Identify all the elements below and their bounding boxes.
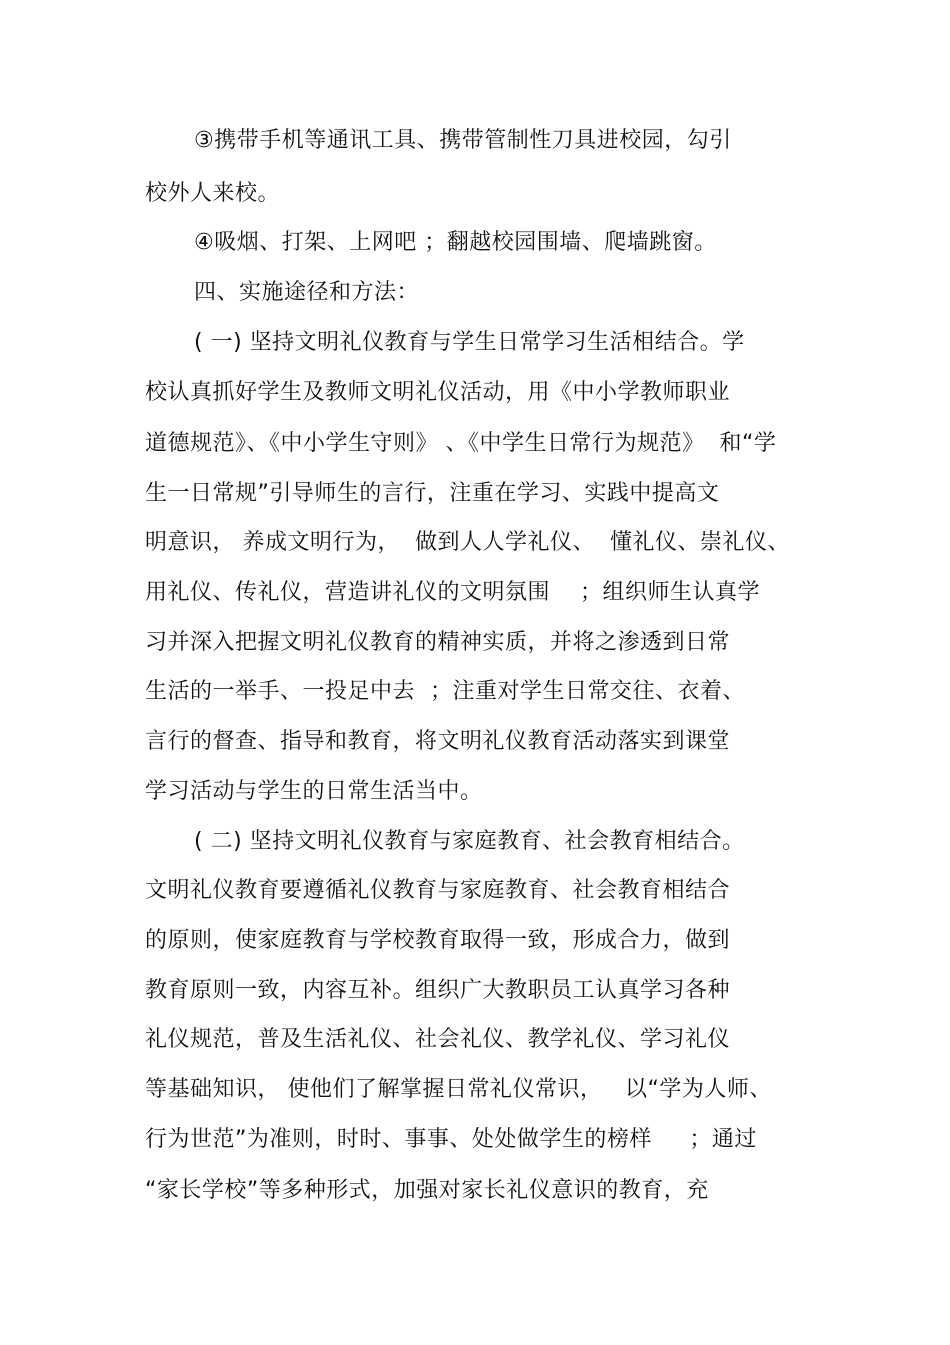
section-heading: 四、实施途径和方法： <box>194 280 420 305</box>
paragraph-line: ( 二) 坚持文明礼仪教育与家庭教育、社会教育相结合。 <box>194 829 745 854</box>
paragraph-line: 习并深入把握文明礼仪教育的精神实质，并将之渗透到日常 <box>145 630 731 655</box>
paragraph-line: 言行的督查、指导和教育，将文明礼仪教育活动落实到课堂 <box>145 729 731 754</box>
paragraph-4-item: ④吸烟、打架、上网吧 ；翻越校园围墙、爬墙跳窗。 <box>194 230 717 255</box>
paragraph-line: ( 一) 坚持文明礼仪教育与学生日常学习生活相结合。学 <box>194 330 745 355</box>
paragraph-line: 明意识， 养成文明行为， 做到人人学礼仪、 懂礼仪、崇礼仪、 <box>145 530 790 555</box>
paragraph-line: 生一日常规”引导师生的言行，注重在学习、实践中提高文 <box>145 481 720 506</box>
paragraph-3-item-cont: 校外人来校。 <box>145 181 281 206</box>
paragraph-line: 学习活动与学生的日常生活当中。 <box>145 779 483 804</box>
paragraph-line: 教育原则一致，内容互补。组织广大教职员工认真学习各种 <box>145 978 731 1003</box>
paragraph-line: 的原则，使家庭教育与学校教育取得一致，形成合力，做到 <box>145 928 731 953</box>
paragraph-line: 生活的一举手、一投足中去 ；注重对学生日常交往、衣着、 <box>145 679 745 704</box>
paragraph-3-item: ③携带手机等通讯工具、携带管制性刀具进校园，勾引 <box>194 128 732 153</box>
paragraph-line: 道德规范》、《中小学生守则》 、《中学生日常行为规范》 和“学 <box>145 431 777 456</box>
paragraph-line: 礼仪规范，普及生活礼仪、社会礼仪、教学礼仪、学习礼仪 <box>145 1027 731 1052</box>
paragraph-line: 等基础知识， 使他们了解掌握日常礼仪常识， 以“学为人师、 <box>145 1077 772 1102</box>
paragraph-line: “家长学校”等多种形式，加强对家长礼仪意识的教育，充 <box>145 1178 709 1203</box>
paragraph-line: 用礼仪、传礼仪，营造讲礼仪的文明氛围 ；组织师生认真学 <box>145 580 760 605</box>
paragraph-line: 行为世范”为准则，时时、事事、处处做学生的榜样 ；通过 <box>145 1127 757 1152</box>
paragraph-line: 文明礼仪教育要遵循礼仪教育与家庭教育、社会教育相结合 <box>145 878 731 903</box>
paragraph-line: 校认真抓好学生及教师文明礼仪活动，用《中小学教师职业 <box>145 380 731 405</box>
